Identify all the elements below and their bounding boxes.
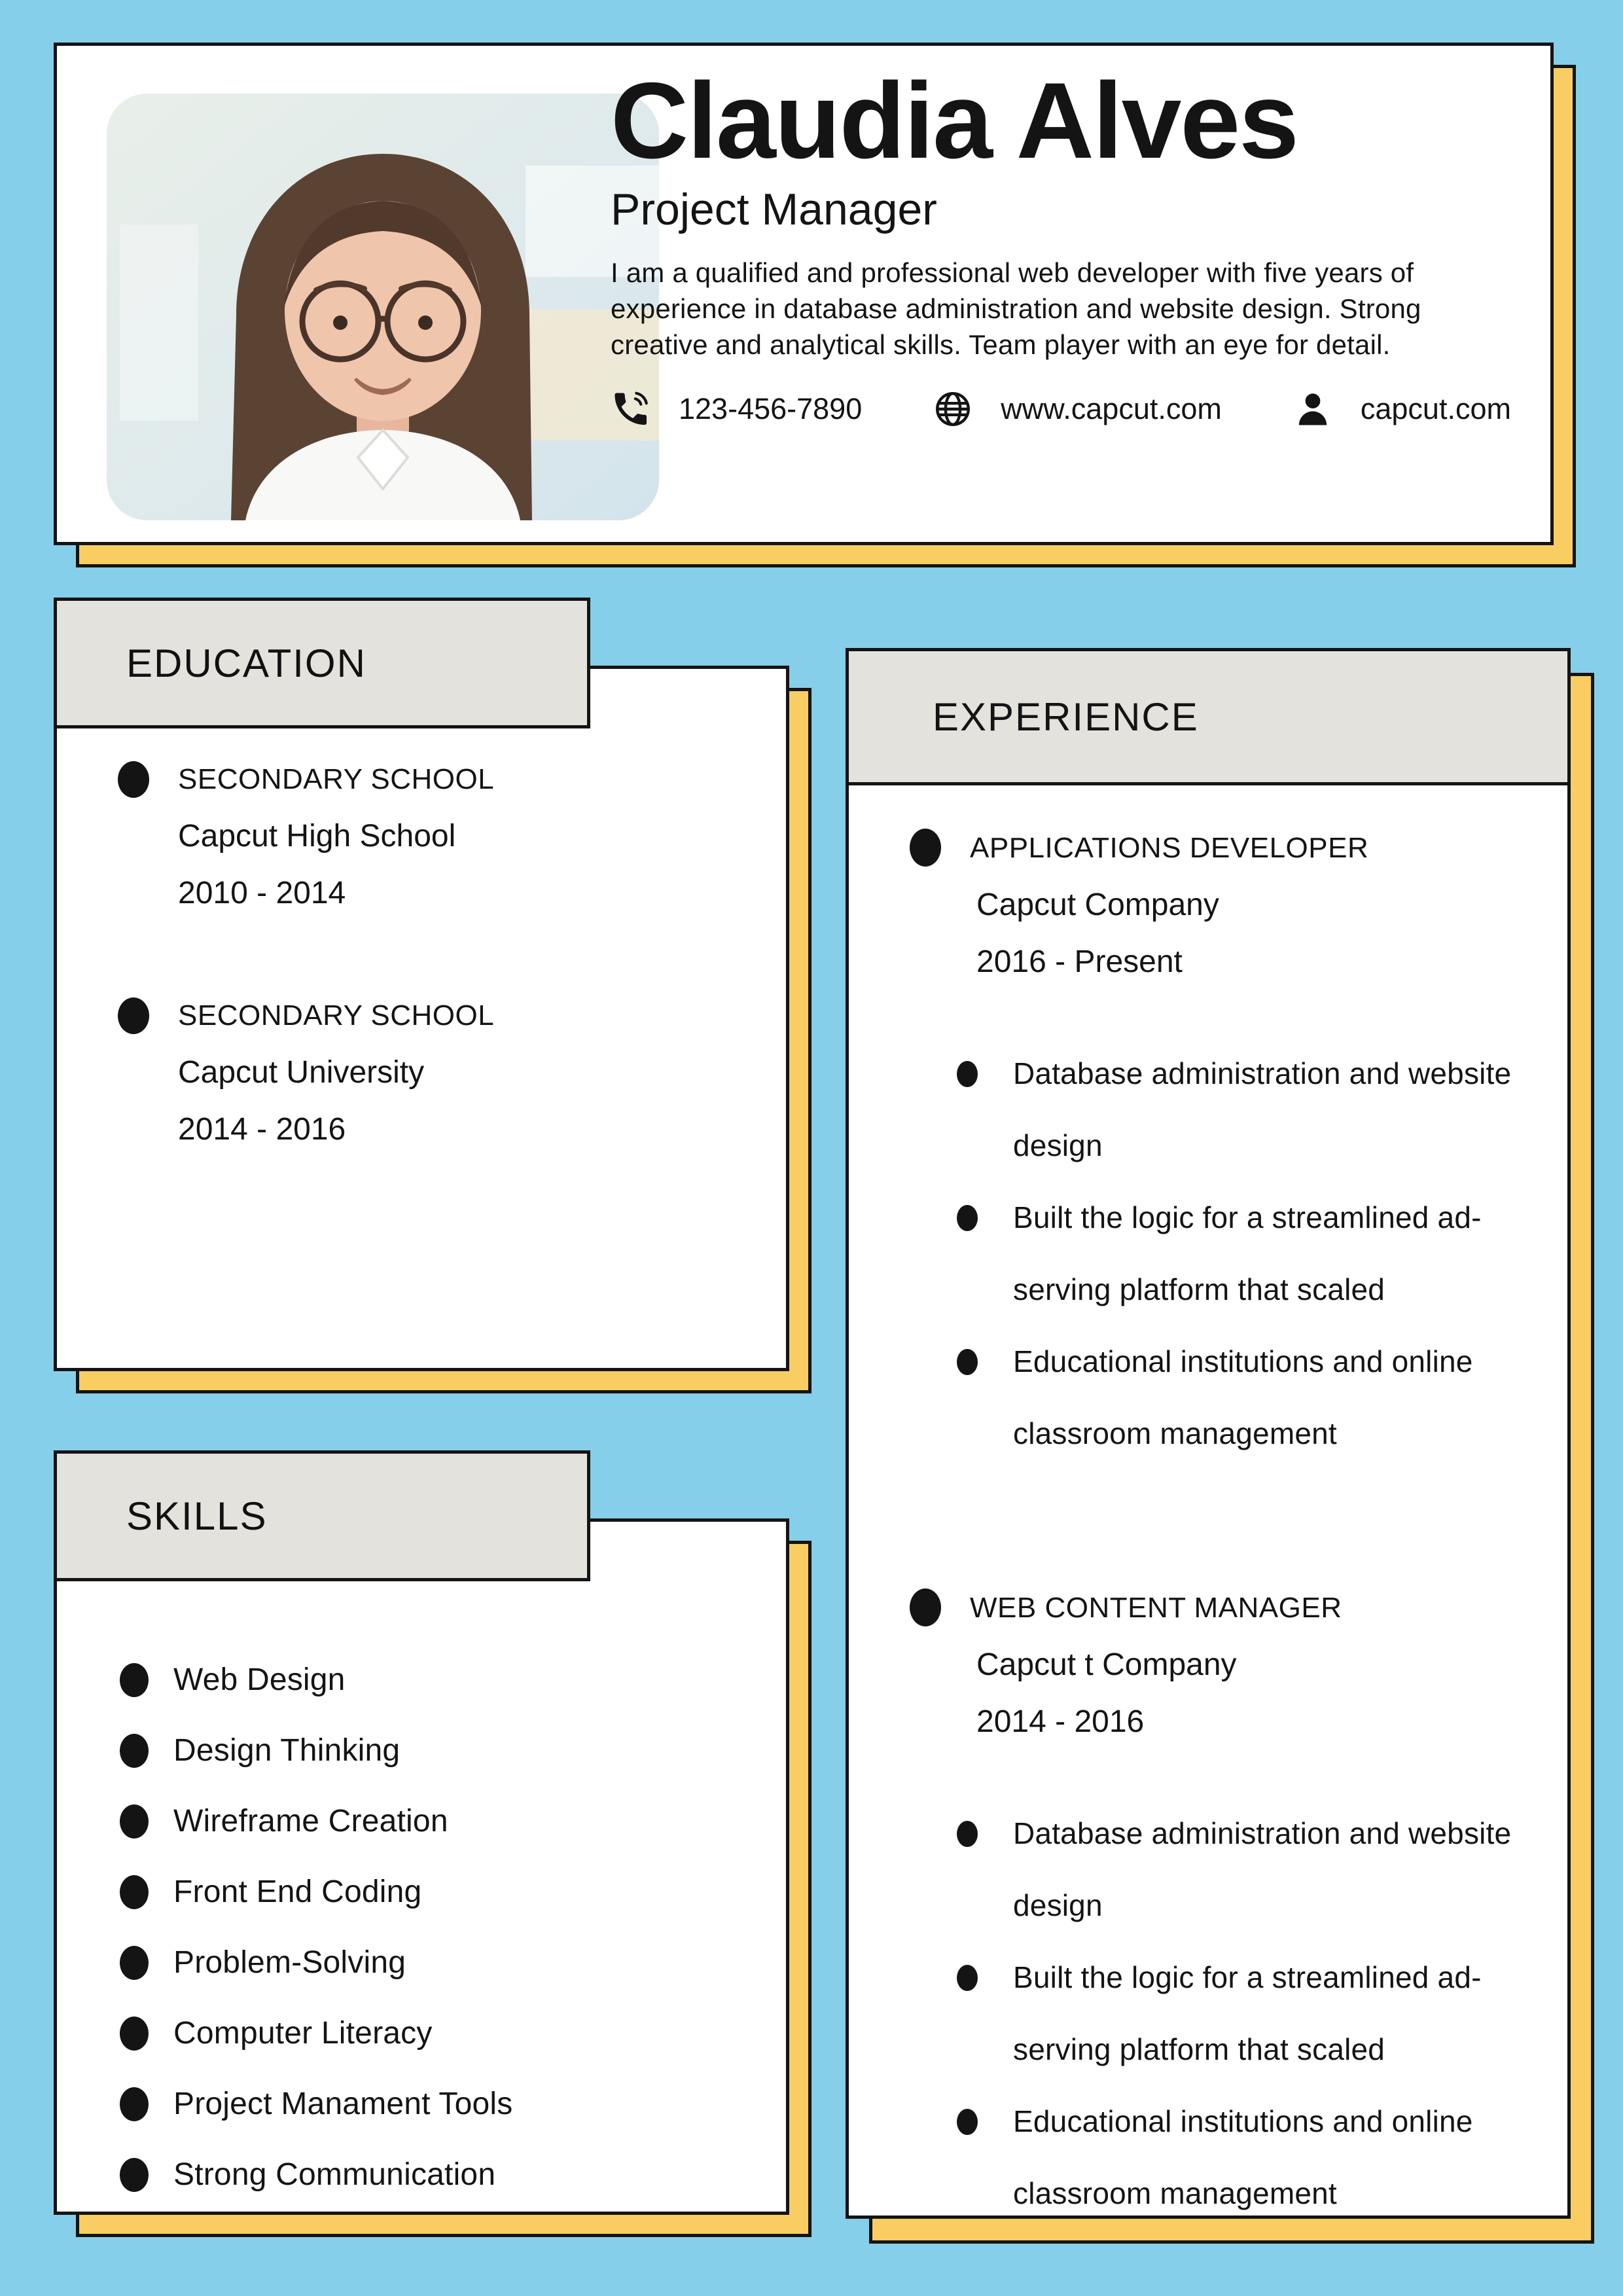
person-title: Project Manager <box>611 184 937 234</box>
education-heading-label: EDUCATION <box>126 641 366 685</box>
bullet-icon <box>957 1061 978 1087</box>
job-title <box>910 1579 1522 1636</box>
education-item <box>118 751 753 922</box>
experience-heading-label: EXPERIENCE <box>933 694 1199 739</box>
job-title-label: APPLICATIONS DEVELOPER <box>970 832 1369 864</box>
skill-item <box>120 1857 760 1928</box>
bullet-icon <box>957 1205 978 1231</box>
skill-label: Strong Communication <box>173 2157 496 2192</box>
education-degree-label: SECONDARY SCHOOL <box>178 999 495 1031</box>
bullet-icon <box>120 2158 149 2192</box>
skill-label: Computer Literacy <box>173 2016 433 2051</box>
job-bullet <box>957 1325 1530 1469</box>
job-bullet-text: Educational institutions and online classroom management <box>1013 2104 1473 2210</box>
bullet-icon <box>120 1734 149 1768</box>
bullet-icon <box>910 829 941 867</box>
bullet-icon <box>120 1875 149 1909</box>
skills-card <box>54 1518 789 2215</box>
skill-label: Problem-Solving <box>173 1945 406 1980</box>
header-text-block <box>611 60 1540 429</box>
job-company: Capcut t Company <box>976 1647 1237 1682</box>
job-bullet-list <box>910 1797 1522 2229</box>
bullet-icon <box>910 1588 941 1626</box>
profile-photo-illustration <box>107 94 659 520</box>
phone-number: 123-456-7890 <box>679 391 863 425</box>
experience-section-header <box>849 651 1567 785</box>
skill-item <box>120 2069 760 2140</box>
education-card <box>54 666 789 1371</box>
education-school: Capcut High School <box>178 819 456 853</box>
skill-item <box>120 1645 760 1715</box>
skill-label: Front End Coding <box>173 1874 422 1909</box>
profile-summary: I am a qualified and professional web developer with five years of experience in database administration and website design. Strong creative and analytical skills. Team player with an eye for detail. <box>611 257 1421 360</box>
job-bullet <box>957 1797 1530 1941</box>
education-school: Capcut University <box>178 1055 425 1090</box>
website-url: www.capcut.com <box>1001 391 1222 425</box>
job-company: Capcut Company <box>976 888 1219 922</box>
bullet-icon <box>957 1349 978 1375</box>
skills-list <box>57 1522 786 2210</box>
experience-content <box>849 785 1567 2229</box>
job-bullet <box>957 1037 1530 1181</box>
education-degree-label: SECONDARY SCHOOL <box>178 763 495 795</box>
skill-label: Wireframe Creation <box>173 1804 448 1839</box>
bullet-icon <box>120 1804 149 1839</box>
bullet-icon <box>120 1663 149 1697</box>
experience-job <box>910 819 1522 1469</box>
job-bullet-text: Database administration and website design <box>1013 1056 1512 1162</box>
job-bullet-text: Built the logic for a streamlined ad-serving platform that scaled <box>1013 1200 1482 1306</box>
bullet-icon <box>957 1965 978 1991</box>
experience-card <box>846 648 1571 2219</box>
education-dates: 2010 - 2014 <box>178 876 346 910</box>
education-section-header <box>54 598 590 728</box>
job-dates: 2016 - Present <box>976 944 1183 979</box>
job-bullet-text: Educational institutions and online classroom management <box>1013 1344 1473 1450</box>
profile-photo <box>107 94 659 520</box>
job-bullet <box>957 1941 1530 2085</box>
person-icon <box>1293 389 1333 429</box>
skill-label: Web Design <box>173 1662 346 1697</box>
contact-website <box>933 389 1222 429</box>
job-bullet-text: Built the logic for a streamlined ad-serving platform that scaled <box>1013 1960 1482 2066</box>
bullet-icon <box>957 2109 978 2135</box>
education-degree <box>118 751 753 808</box>
bullet-icon <box>118 761 149 798</box>
job-dates: 2014 - 2016 <box>976 1704 1145 1739</box>
job-bullet-list <box>910 1037 1522 1469</box>
education-content <box>57 669 786 1158</box>
bullet-icon <box>120 2087 149 2121</box>
bullet-icon <box>120 2017 149 2051</box>
education-degree <box>118 987 753 1044</box>
skill-item <box>120 1715 760 1786</box>
contact-phone <box>611 389 862 429</box>
skill-item <box>120 1928 760 1998</box>
globe-icon <box>933 389 973 429</box>
job-title <box>910 819 1522 876</box>
job-bullet-text: Database administration and website design <box>1013 1816 1512 1922</box>
skill-item <box>120 2140 760 2210</box>
education-item <box>118 987 753 1158</box>
skill-label: Project Manament Tools <box>173 2087 513 2121</box>
job-title-label: WEB CONTENT MANAGER <box>970 1592 1342 1624</box>
contact-row <box>611 389 1540 429</box>
job-bullet <box>957 1181 1530 1325</box>
skills-heading-label: SKILLS <box>126 1494 268 1538</box>
bullet-icon <box>957 1821 978 1847</box>
bullet-icon <box>118 997 149 1034</box>
header-card <box>54 43 1554 545</box>
contact-profile <box>1293 389 1511 429</box>
job-bullet <box>957 2085 1530 2229</box>
skill-label: Design Thinking <box>173 1733 401 1768</box>
person-name: Claudia Alves <box>611 60 1298 181</box>
skills-section-header <box>54 1450 590 1581</box>
phone-icon <box>611 389 651 429</box>
profile-handle: capcut.com <box>1360 391 1511 425</box>
bullet-icon <box>120 1946 149 1980</box>
skill-item <box>120 1786 760 1857</box>
skill-item <box>120 1998 760 2069</box>
education-dates: 2014 - 2016 <box>178 1112 346 1147</box>
experience-job <box>910 1579 1522 2229</box>
